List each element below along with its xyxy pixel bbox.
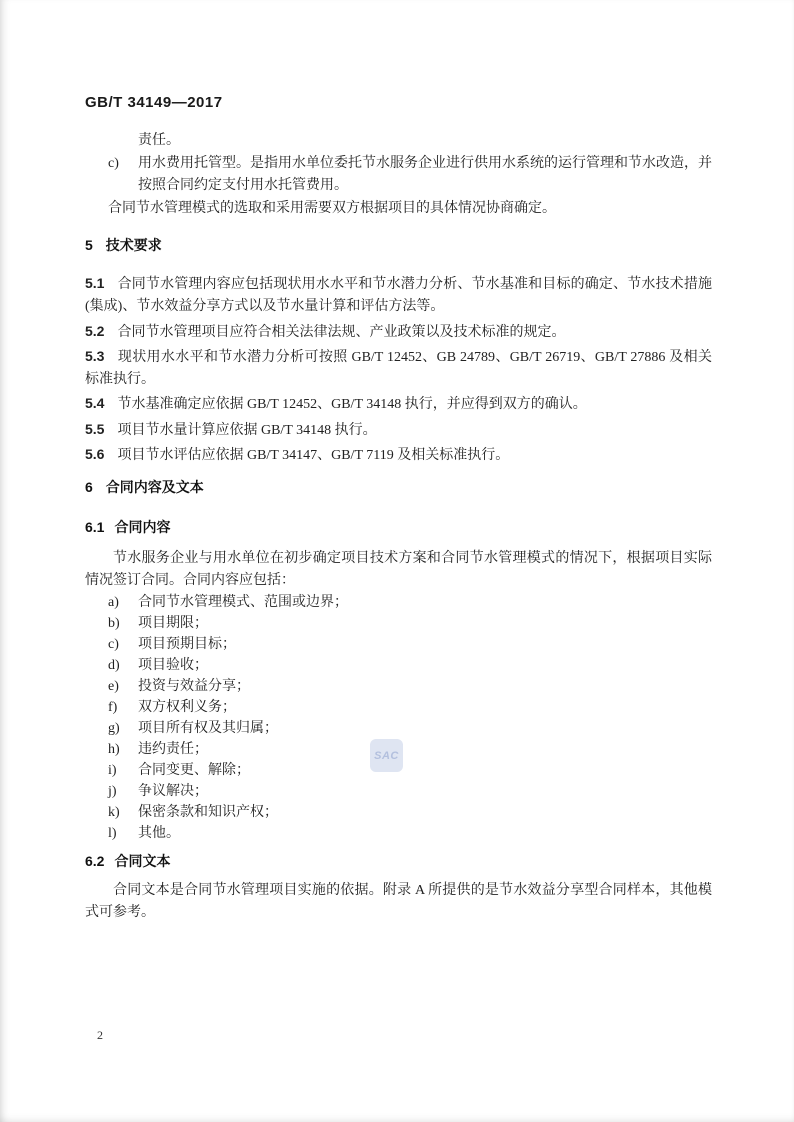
list-item: [85, 802, 712, 823]
page-number: 2: [97, 1028, 103, 1042]
list-item-label: l): [108, 826, 117, 841]
list-item-text: 合同变更、解除；: [138, 763, 250, 778]
sac-watermark-badge: SAC: [370, 739, 403, 772]
list-item-label: g): [108, 721, 120, 736]
section-6-heading: [85, 476, 712, 498]
list-item-label: j): [108, 784, 117, 799]
clause-5-6: [85, 443, 712, 467]
clause-number: 5.3: [85, 348, 105, 364]
section-number: 5: [85, 237, 93, 253]
section-title: 技术要求: [105, 237, 162, 253]
clause-text: 节水基准确定应依据 GB/T 12452、GB/T 34148 执行，并应得到双方的确认。: [117, 397, 587, 412]
subsection-number: 6.1: [85, 519, 105, 535]
clause-text: 合同节水管理项目应符合相关法律法规、产业政策以及技术标准的规定。: [117, 325, 566, 340]
list-item: [85, 592, 712, 613]
subsection-6-1-heading: [85, 516, 712, 538]
clause-text: 合同节水管理内容应包括现状用水水平和节水潜力分析、节水基准和目标的确定、节水技术措施(集成)、节水效益分享方式以及节水量计算和评估方法等。: [85, 277, 712, 314]
list-item: [85, 697, 712, 718]
list-item: [85, 823, 712, 844]
clause-text: 现状用水水平和节水潜力分析可按照 GB/T 12452、GB 24789、GB/T 26719、GB/T 27886 及相关标准执行。: [85, 350, 712, 387]
continuation-line: 责任。: [138, 133, 180, 148]
clause-number: 5.2: [85, 323, 105, 339]
clause-text: 项目节水量计算应依据 GB/T 34148 执行。: [117, 423, 377, 438]
section-number: 6: [85, 479, 93, 495]
section-title: 合同内容及文本: [105, 479, 204, 495]
clause-5-1: [85, 272, 712, 318]
list-item-c: [85, 153, 712, 197]
list-item-text: 项目所有权及其归属；: [138, 721, 278, 736]
list-item-label: k): [108, 805, 120, 820]
list-item-label: c): [108, 637, 119, 652]
standard-code-header: GB/T 34149—2017: [85, 94, 223, 111]
list-item-text: 用水费用托管型。是指用水单位委托节水服务企业进行供用水系统的运行管理和节水改造，并按照合同约定支付用水托管费用。: [138, 156, 712, 193]
contract-content-list: [85, 592, 712, 844]
list-item-label: a): [108, 595, 119, 610]
list-item-label: i): [108, 763, 117, 778]
list-item: [85, 676, 712, 697]
list-item-text: 争议解决；: [138, 784, 208, 799]
clause-number: 5.4: [85, 395, 105, 411]
list-item-label: e): [108, 679, 119, 694]
list-item-label: b): [108, 616, 120, 631]
list-item-label: c): [108, 156, 119, 171]
list-item-label: d): [108, 658, 120, 673]
subsection-6-2-heading: [85, 850, 712, 872]
page-content: [0, 92, 794, 924]
clause-number: 5.6: [85, 446, 105, 462]
list-item-label: f): [108, 700, 118, 715]
list-item-text: 双方权利义务；: [138, 700, 236, 715]
list-item-text: 投资与效益分享；: [138, 679, 250, 694]
intro-closing-paragraph: 合同节水管理模式的选取和采用需要双方根据项目的具体情况协商确定。: [108, 201, 556, 216]
subsection-title: 合同内容: [114, 519, 171, 535]
list-item: [85, 634, 712, 655]
list-item-text: 保密条款和知识产权；: [138, 805, 278, 820]
subsection-6-1-paragraph: 节水服务企业与用水单位在初步确定项目技术方案和合同节水管理模式的情况下，根据项目实际情况签订合同。合同内容应包括：: [85, 551, 712, 588]
clause-5-2: [85, 320, 712, 344]
subsection-6-2-paragraph: 合同文本是合同节水管理项目实施的依据。附录 A 所提供的是节水效益分享型合同样本，其他模式可参考。: [85, 883, 712, 920]
list-item-text: 项目预期目标；: [138, 637, 236, 652]
list-item: [85, 781, 712, 802]
clause-5-5: [85, 418, 712, 442]
list-item-text: 项目验收；: [138, 658, 208, 673]
list-item: [85, 655, 712, 676]
list-item: [85, 718, 712, 739]
list-item-text: 其他。: [138, 826, 180, 841]
list-item-text: 项目期限；: [138, 616, 208, 631]
list-item-label: h): [108, 742, 120, 757]
subsection-title: 合同文本: [114, 853, 171, 869]
clause-number: 5.1: [85, 275, 105, 291]
list-item-text: 合同节水管理模式、范围或边界；: [138, 595, 348, 610]
section-5-heading: [85, 234, 712, 256]
clause-5-4: [85, 392, 712, 416]
list-item: [85, 613, 712, 634]
subsection-number: 6.2: [85, 853, 105, 869]
clause-5-3: [85, 345, 712, 391]
clause-text: 项目节水评估应依据 GB/T 34147、GB/T 7119 及相关标准执行。: [117, 448, 510, 463]
list-item-text: 违约责任；: [138, 742, 208, 757]
clause-number: 5.5: [85, 421, 105, 437]
